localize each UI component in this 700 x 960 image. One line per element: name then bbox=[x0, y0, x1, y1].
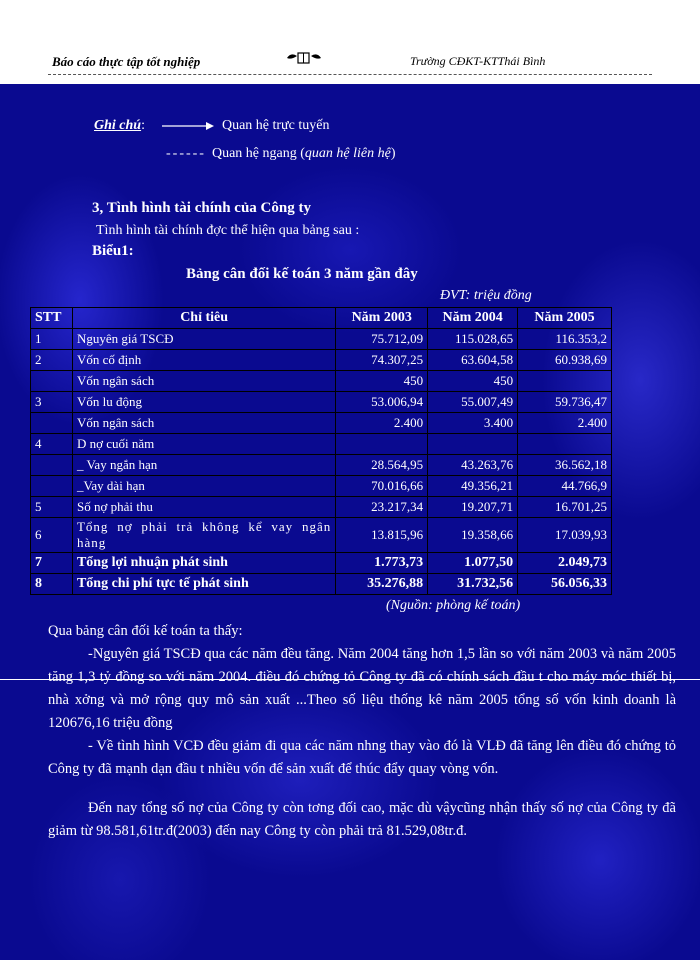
legend-horizontal-text-a: Quan hệ ngang ( bbox=[211, 146, 305, 161]
row-value-2003: 74.307,25 bbox=[336, 350, 428, 371]
row-label: D nợ cuối năm bbox=[72, 434, 335, 455]
row-stt bbox=[31, 455, 73, 476]
row-value-2003: 1.773,73 bbox=[336, 553, 428, 574]
table-header-row bbox=[31, 308, 612, 329]
row-value-2004: 31.732,56 bbox=[428, 574, 518, 595]
row-value-2004: 63.604,58 bbox=[428, 350, 518, 371]
header-2003: Năm 2003 bbox=[336, 308, 428, 329]
table-row bbox=[31, 413, 612, 434]
paragraph-2: - Về tình hình VCĐ đều giảm đi qua các năm nhng thay vào đó là VLĐ đã tăng lên điều đó chứng tỏ Công ty đã mạnh dạn đầu t nhiều vốn để sản xuất để thúc đẩy quay vòng vốn. bbox=[48, 738, 676, 777]
row-stt bbox=[31, 413, 73, 434]
row-value-2005: 2.049,73 bbox=[518, 553, 612, 574]
row-value-2005: 56.056,33 bbox=[518, 574, 612, 595]
row-label: Số nợ phải thu bbox=[72, 497, 335, 518]
row-stt: 7 bbox=[31, 553, 73, 574]
row-value-2003: 70.016,66 bbox=[336, 476, 428, 497]
row-label: Vốn ngân sách bbox=[72, 371, 335, 392]
row-value-2004: 43.263,76 bbox=[428, 455, 518, 476]
row-value-2005: 60.938,69 bbox=[518, 350, 612, 371]
arrow-right-icon bbox=[162, 121, 214, 131]
row-value-2004: 55.007,49 bbox=[428, 392, 518, 413]
row-value-2005: 16.701,25 bbox=[518, 497, 612, 518]
row-value-2005 bbox=[518, 434, 612, 455]
row-value-2003: 450 bbox=[336, 371, 428, 392]
row-value-2003 bbox=[336, 434, 428, 455]
row-value-2005: 17.039,93 bbox=[518, 518, 612, 553]
legend-horizontal-text-c: ) bbox=[390, 146, 396, 161]
table-row bbox=[31, 350, 612, 371]
header-2004: Năm 2004 bbox=[428, 308, 518, 329]
figure-label: Biểu1: bbox=[92, 243, 134, 259]
row-value-2004: 19.358,66 bbox=[428, 518, 518, 553]
row-value-2004: 115.028,65 bbox=[428, 329, 518, 350]
paragraph-0: Qua bảng cân đối kế toán ta thấy: bbox=[48, 623, 243, 639]
table-unit: ĐVT: triệu đồng bbox=[440, 288, 532, 303]
table-row bbox=[31, 434, 612, 455]
table-row bbox=[31, 455, 612, 476]
table-row bbox=[31, 329, 612, 350]
table-row bbox=[31, 518, 612, 553]
row-label: Vốn cố định bbox=[72, 350, 335, 371]
row-stt: 4 bbox=[31, 434, 73, 455]
row-stt: 6 bbox=[31, 518, 73, 553]
row-value-2004 bbox=[428, 434, 518, 455]
book-ornament-icon bbox=[285, 50, 323, 66]
row-value-2005: 59.736,47 bbox=[518, 392, 612, 413]
row-value-2003: 28.564,95 bbox=[336, 455, 428, 476]
row-value-2003: 2.400 bbox=[336, 413, 428, 434]
table-row bbox=[31, 497, 612, 518]
row-value-2005: 116.353,2 bbox=[518, 329, 612, 350]
legend-line-direct: Ghi chú: Quan hệ trực tuyến bbox=[94, 118, 330, 133]
header-divider bbox=[48, 74, 652, 75]
legend-line-horizontal bbox=[166, 146, 396, 162]
header-indicator: Chỉ tiêu bbox=[72, 308, 335, 329]
row-value-2003: 13.815,96 bbox=[336, 518, 428, 553]
row-label: _Vay dài hạn bbox=[72, 476, 335, 497]
legend-direct-text: Quan hệ trực tuyến bbox=[221, 118, 330, 133]
row-stt bbox=[31, 476, 73, 497]
section-title: 3, Tình hình tài chính của Công ty bbox=[92, 200, 311, 216]
row-value-2005: 44.766,9 bbox=[518, 476, 612, 497]
row-value-2004: 49.356,21 bbox=[428, 476, 518, 497]
row-value-2003: 35.276,88 bbox=[336, 574, 428, 595]
paragraph-3: Đến nay tổng số nợ của Công ty còn tơng đối cao, mặc dù vậycũng nhận thấy số nợ của Công ty đã giảm từ 98.581,61tr.đ(2003) đến nay Công ty còn phải trả 81.529,08tr.đ. bbox=[48, 800, 676, 839]
row-stt: 5 bbox=[31, 497, 73, 518]
row-value-2005: 36.562,18 bbox=[518, 455, 612, 476]
legend-horizontal-text-b: quan hệ liên hệ bbox=[304, 146, 391, 161]
page-header bbox=[0, 0, 700, 84]
row-value-2004: 19.207,71 bbox=[428, 497, 518, 518]
row-label: Tổng lợi nhuận phát sinh bbox=[72, 553, 335, 574]
balance-table bbox=[30, 307, 612, 595]
table-title: Bảng cân đối kế toán 3 năm gần đây bbox=[186, 266, 418, 282]
row-value-2003: 53.006,94 bbox=[336, 392, 428, 413]
table-source: (Nguồn: phòng kế toán) bbox=[386, 598, 521, 613]
row-label: Vốn ngân sách bbox=[72, 413, 335, 434]
header-school-name: Trường CĐKT-KTThái Bình bbox=[410, 54, 546, 68]
table-row bbox=[31, 476, 612, 497]
table-row bbox=[31, 574, 612, 595]
row-value-2003: 75.712,09 bbox=[336, 329, 428, 350]
header-stt: STT bbox=[31, 308, 73, 329]
row-label: Vốn lu động bbox=[72, 392, 335, 413]
paragraph-1: -Nguyên giá TSCĐ qua các năm đều tăng. Năm 2004 tăng hơn 1,5 lần so với năm 2003 và năm 2005 tăng 1,3 tỷ đồng so với năm 2004. điều đó chứng tỏ Công ty đã có chính sách đầu t cho máy móc thiết bị, nhà xởng và mở rộng quy mô sản xuất ...Theo số liệu thống kê năm 2005 tổng số vốn kinh doanh là 120676,16 triệu đồng bbox=[48, 646, 676, 731]
dashed-line-icon: ------ bbox=[166, 146, 206, 161]
section-intro: Tình hình tài chính đợc thể hiện qua bảng sau : bbox=[96, 223, 360, 238]
row-label: Tổng nợ phải trả không kể vay ngân hàng bbox=[72, 518, 335, 553]
horizontal-divider bbox=[0, 679, 700, 680]
legend-label: Ghi chú bbox=[94, 118, 142, 133]
row-stt: 1 bbox=[31, 329, 73, 350]
header-report-title: Báo cáo thực tập tốt nghiệp bbox=[52, 54, 201, 69]
row-stt: 8 bbox=[31, 574, 73, 595]
row-label: Nguyên giá TSCĐ bbox=[72, 329, 335, 350]
row-value-2004: 450 bbox=[428, 371, 518, 392]
header-2005: Năm 2005 bbox=[518, 308, 612, 329]
table-row bbox=[31, 371, 612, 392]
row-label: _ Vay ngắn hạn bbox=[72, 455, 335, 476]
row-value-2004: 3.400 bbox=[428, 413, 518, 434]
row-stt: 2 bbox=[31, 350, 73, 371]
table-row bbox=[31, 553, 612, 574]
row-value-2005: 2.400 bbox=[518, 413, 612, 434]
table-row bbox=[31, 392, 612, 413]
row-stt: 3 bbox=[31, 392, 73, 413]
row-value-2005 bbox=[518, 371, 612, 392]
row-value-2004: 1.077,50 bbox=[428, 553, 518, 574]
row-label: Tổng chi phí tực tế phát sinh bbox=[72, 574, 335, 595]
row-value-2003: 23.217,34 bbox=[336, 497, 428, 518]
row-stt bbox=[31, 371, 73, 392]
